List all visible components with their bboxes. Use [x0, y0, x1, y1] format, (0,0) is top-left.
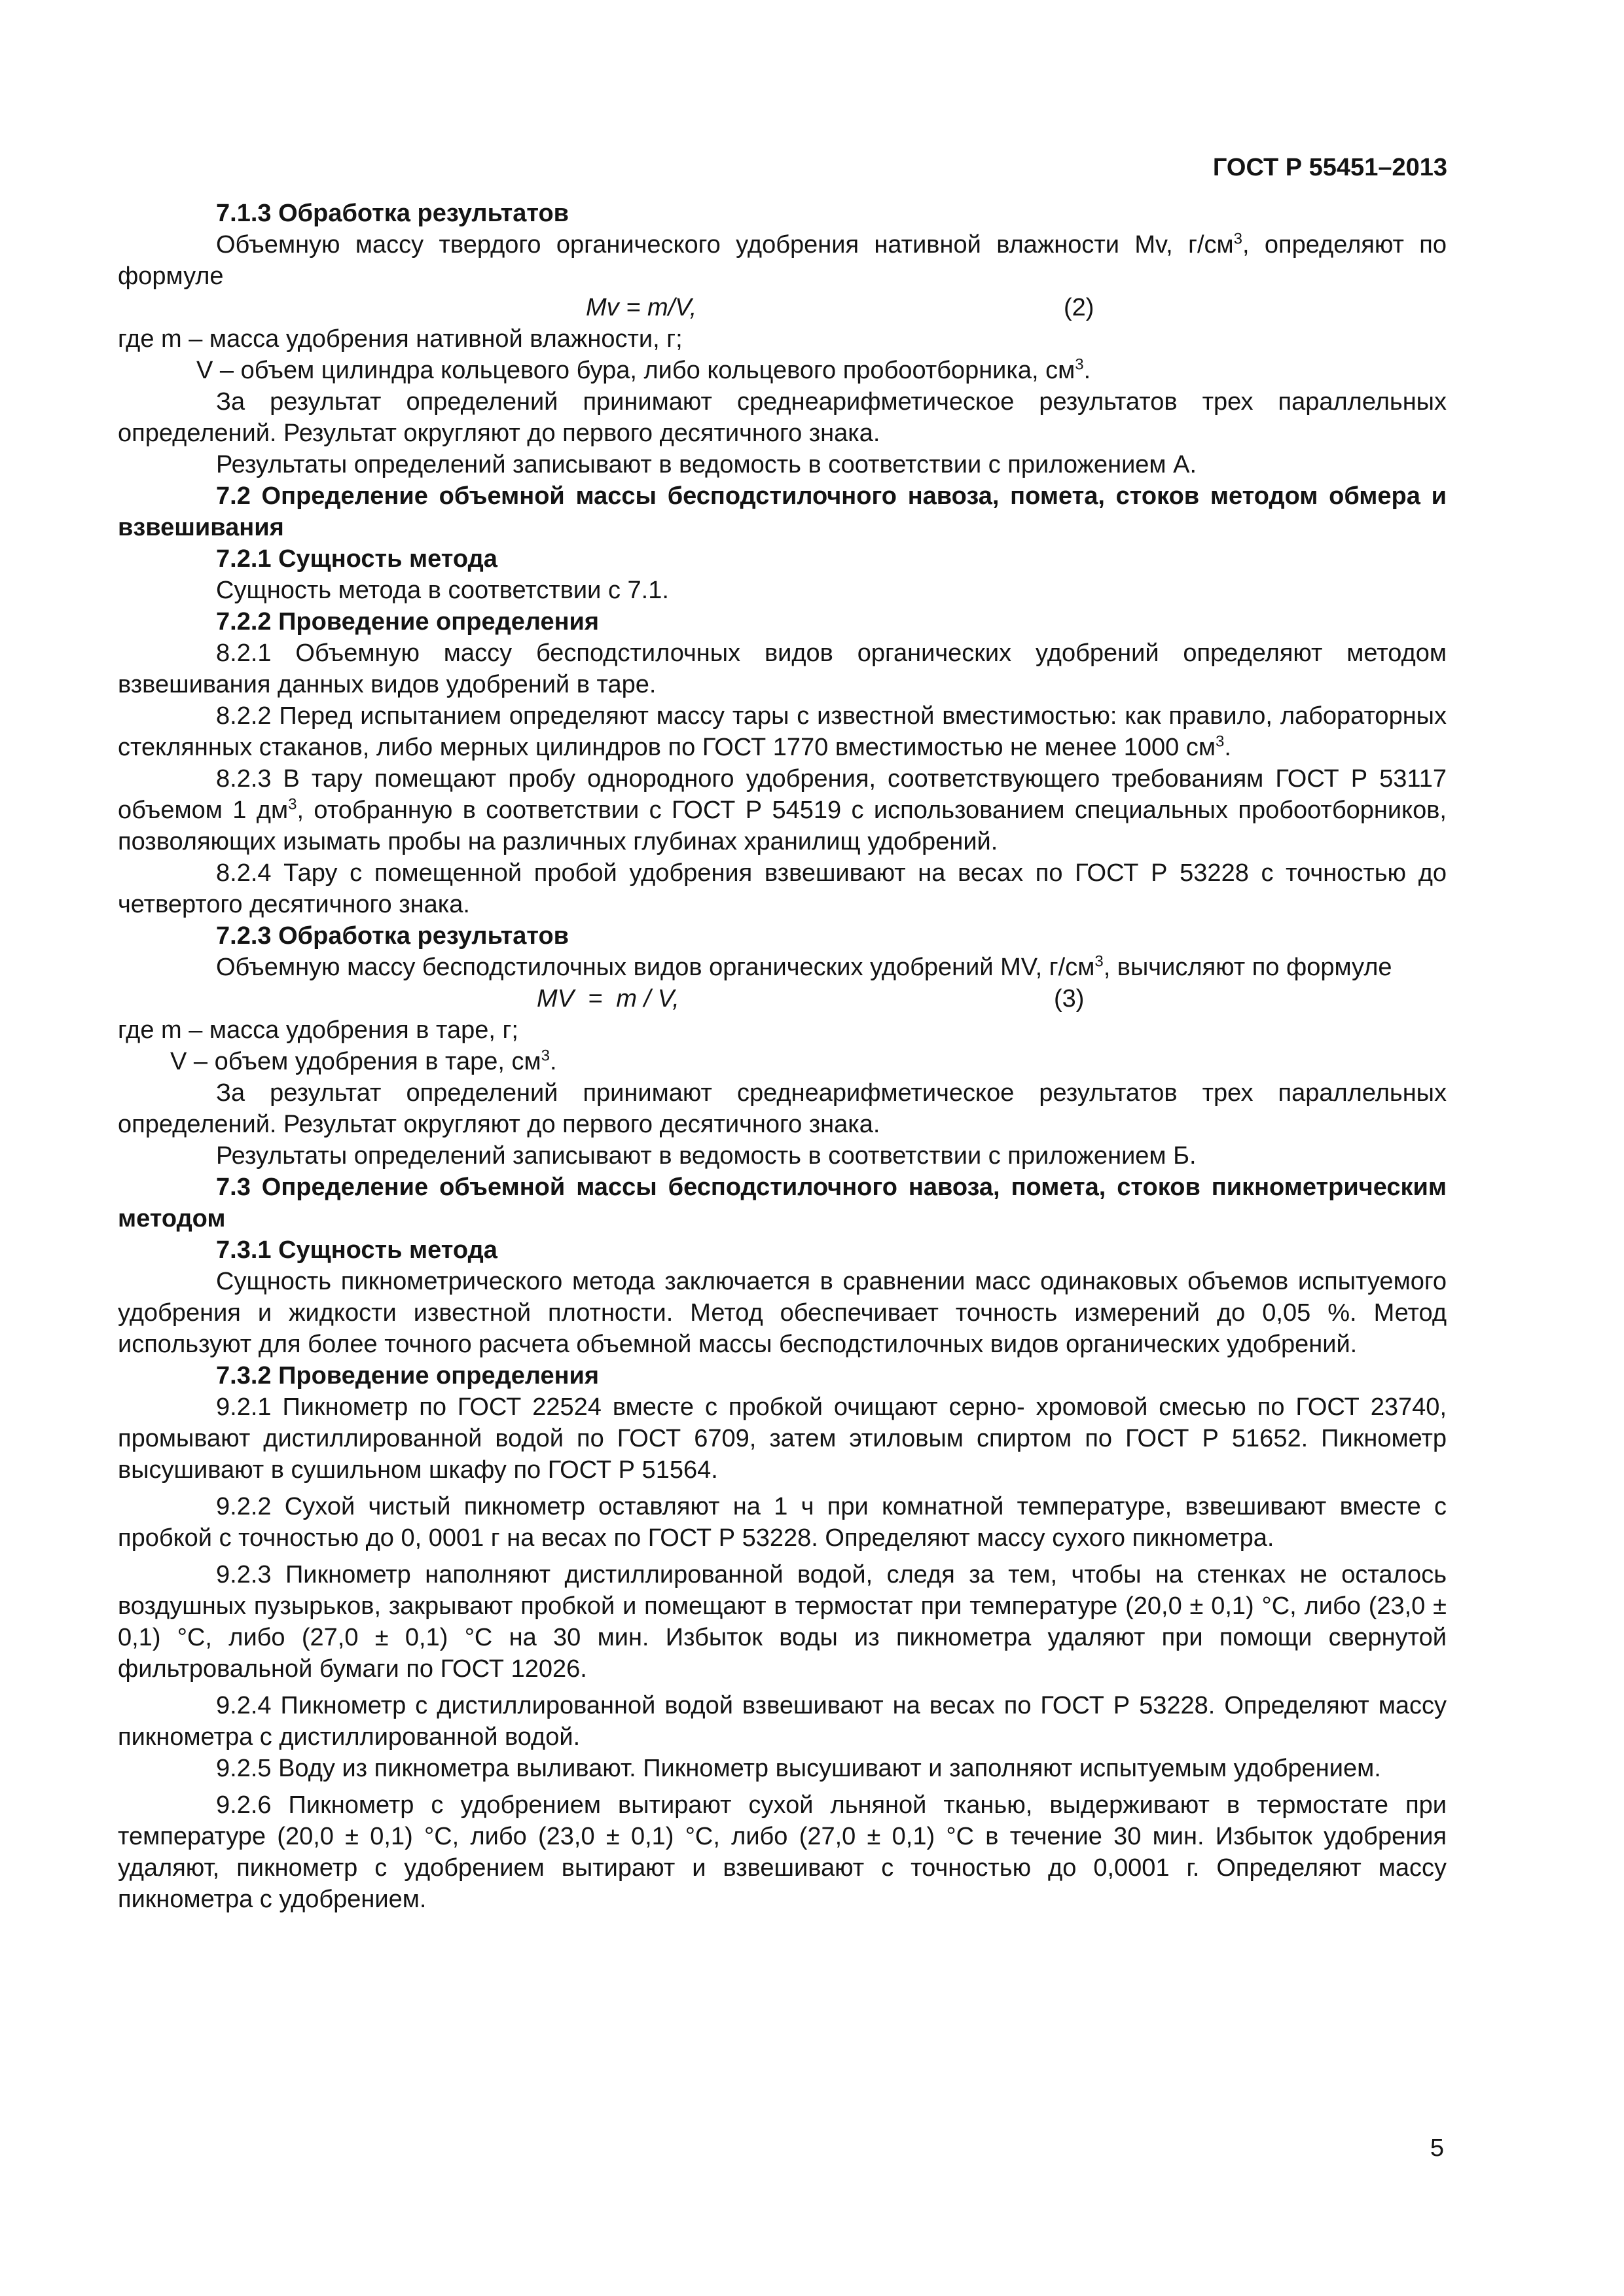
paragraph: Объемную массу бесподстилочных видов органических удобрений MV, $г/см^3$, вычисляют по формуле — [216, 952, 1392, 981]
formula-2 — [118, 292, 1447, 323]
document-header: ГОСТ Р 55451–2013 — [1212, 154, 1447, 181]
formula-expression: MV = m / V, — [537, 985, 679, 1013]
paragraph: 9.2.1 Пикнометр по ГОСТ 22524 вместе с пробкой очищают серно- хромовой смесью по ГОСТ 23740, промывают дистиллированной водой по ГОСТ 6709, затем этиловым спиртом по ГОСТ Р 51652. Пикнометр высушивают в сушильном шкафу по ГОСТ Р 51564. — [118, 1393, 1447, 1484]
document-body — [118, 198, 1447, 1915]
page-number: 5 — [1430, 2134, 1444, 2162]
paragraph: 8.2.4 Тару с помещенной пробой удобрения взвешивают на весах по ГОСТ Р 53228 с точностью до четвертого десятичного знака. — [118, 859, 1447, 918]
section-heading-7-3: 7.3 Определение объемной массы бесподстилочного навоза, помета, стоков пикнометрическим методом — [118, 1174, 1447, 1232]
paragraph: 8.2.1 Объемную массу бесподстилочных видов органических удобрений определяют методом взвешивания данных видов удобрений в таре. — [118, 639, 1447, 698]
section-heading-7-2-3: 7.2.3 Обработка результатов — [216, 922, 569, 950]
paragraph: 9.2.5 Воду из пикнометра выливают. Пикнометр высушивают и заполняют испытуемым удобрением. — [216, 1755, 1381, 1782]
paragraph: За результат определений принимают среднеарифметическое результатов трех параллельных определений. Результат округляют до первого десятичного знака. — [118, 1079, 1447, 1138]
formula-number: (3) — [1054, 985, 1085, 1013]
formula-number: (2) — [1064, 294, 1094, 321]
section-heading-7-2-2: 7.2.2 Проведение определения — [216, 608, 600, 636]
variable-definition: V – объем удобрения в таре, $см^3$. — [170, 1047, 557, 1075]
formula-3 — [118, 983, 1447, 1014]
paragraph: 9.2.2 Сухой чистый пикнометр оставляют на 1 ч при комнатной температуре, взвешивают вместе с пробкой с точностью до 0, 0001 г на весах по ГОСТ Р 53228. Определяют массу сухого пикнометра. — [118, 1493, 1447, 1552]
paragraph: 9.2.4 Пикнометр с дистиллированной водой взвешивают на весах по ГОСТ Р 53228. Определяют массу пикнометра с дистиллированной водой. — [118, 1692, 1447, 1751]
section-heading-7-2: 7.2 Определение объемной массы бесподстилочного навоза, помета, стоков методом обмера и взвешивания — [118, 482, 1447, 541]
paragraph: 9.2.3 Пикнометр наполняют дистиллированной водой, следя за тем, чтобы на стенках не осталось воздушных пузырьков, закрывают пробкой и помещают в термостат при температуре (20,0 ± 0,1) °С, либо (23,0 ± 0,1) °С, либо (27,0 ± 0,1) °С на 30 мин. Избыток воды из пикнометра удаляют при помощи свернутой фильтровальной бумаги по ГОСТ 12026. — [118, 1561, 1447, 1683]
variable-definition: где m – масса удобрения в таре, г; — [118, 1016, 518, 1044]
paragraph: Объемную массу твердого органического удобрения нативной влажности Mv, $г/см^3$, определяют по формуле — [118, 230, 1447, 290]
formula-expression: Mv = m/V, — [586, 294, 697, 321]
variable-definition: V – объем цилиндра кольцевого бура, либо кольцевого пробоотборника, $см^3$. — [196, 355, 1091, 384]
paragraph: Результаты определений записывают в ведомость в соответствии с приложением Б. — [216, 1142, 1197, 1170]
section-heading-7-3-2: 7.3.2 Проведение определения — [216, 1362, 600, 1390]
paragraph: 8.2.2 Перед испытанием определяют массу тары с известной вместимостью: как правило, лабораторных стеклянных стаканов, либо мерных цилиндров по ГОСТ 1770 вместимостью не менее 1000 $см^3$. — [118, 702, 1447, 761]
paragraph: 9.2.6 Пикнометр с удобрением вытирают сухой льняной тканью, выдерживают в термостате при температуре (20,0 ± 0,1) °С, либо (23,0 ± 0,1) °С, либо (27,0 ± 0,1) °С в течение 30 мин. Избыток удобрения удаляют, пикнометр с удобрением вытирают и взвешивают с точностью до 0,0001 г. Определяют массу пикнометра с удобрением. — [118, 1791, 1447, 1913]
paragraph: Результаты определений записывают в ведомость в соответствии с приложением А. — [216, 451, 1197, 478]
paragraph: Сущность пикнометрического метода заключается в сравнении масс одинаковых объемов испытуемого удобрения и жидкости известной плотности. Метод обеспечивает точность измерений до 0,05 %. Метод используют для более точного расчета объемной массы бесподстилочных видов органических удобрений. — [118, 1268, 1447, 1358]
paragraph: Сущность метода в соответствии с 7.1. — [216, 577, 669, 604]
paragraph: За результат определений принимают среднеарифметическое результатов трех параллельных определений. Результат округляют до первого десятичного знака. — [118, 388, 1447, 447]
section-heading-7-1-3: 7.1.3 Обработка результатов — [216, 200, 569, 227]
paragraph: 8.2.3 В тару помещают пробу однородного удобрения, соответствующего требованиям ГОСТ Р 53117 объемом 1 $дм^3$, отобранную в соответствии с ГОСТ Р 54519 с использованием специальных пробоотборников, позволяющих изымать пробы на различных глубинах хранилищ удобрений. — [118, 765, 1447, 855]
section-heading-7-2-1: 7.2.1 Сущность метода — [216, 545, 497, 573]
variable-definition: где m – масса удобрения нативной влажности, г; — [118, 325, 683, 353]
section-heading-7-3-1: 7.3.1 Сущность метода — [216, 1236, 497, 1264]
